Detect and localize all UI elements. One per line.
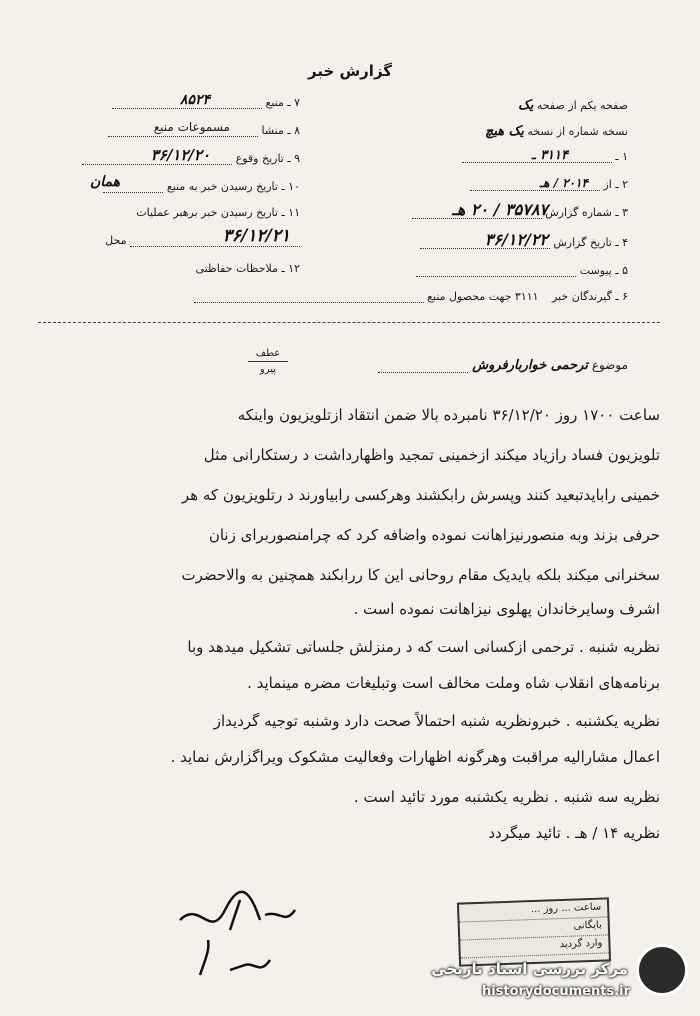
origin-field: ۸ ـ منشا مسموعات منبع (108, 124, 300, 137)
security-notes-field: ۱۲ ـ ملاحظات حفاظتی (195, 262, 300, 275)
reference-box: عطف پیرو (248, 348, 288, 375)
copy-number-field: نسخه شماره از نسخه یک هیچ (484, 124, 628, 139)
body-line: خمینی رابایدتبعید کنند وپسرش رابکشند وهرکسی رابیاورند د رتلویزیون که هر (181, 486, 660, 504)
opinion-line: نظریه یکشنبه . خبرونظریه شنبه احتمالاً صحت دارد وشنبه توجیه گردیداز (213, 712, 660, 730)
field-2-from: ۲ ـ از ۲۰۱۴ / هـ (470, 178, 628, 191)
archive-center-name: مرکز بررسی اسناد تاریخی (431, 960, 628, 978)
archive-stamp: ساعت ... روز ... بایگانی وارد گردید (457, 897, 611, 966)
opinion-line: اعمال مشارالیه مراقبت وهرگونه اظهارات وفعالیت مشکوک ویراگزارش نماید . (170, 748, 660, 766)
opinion-line: نظریه سه شنبه . نظریه یکشنبه مورد تائید است . (353, 788, 660, 806)
source-received-date-field: ۱۰ ـ تاریخ رسیدن خبر به منبع همان (89, 174, 300, 193)
field-1: ۱ ـ ۳۱۱۴ ـ (462, 150, 628, 163)
body-line: اشرف وسایرخاندان پهلوی نیزاهانت نموده است . (353, 600, 660, 618)
document-title: گزارش خبر (307, 62, 393, 80)
body-line: حرفی بزند وبه منصورنیزاهانت نموده واضافه کرد که چرامنصوربرای زنان (208, 526, 660, 544)
ops-received-date-field: ۱۱ ـ تاریخ رسیدن خبر برهبر عملیات (136, 206, 300, 219)
opinion-line: نظریه ۱۴ / هـ . تائید میگردد (488, 824, 660, 842)
archive-logo-icon (636, 944, 688, 996)
subject-line: موضوع ترحمی خواربارفروش (378, 358, 628, 373)
report-number-field: ۳ ـ شماره گزارش ۳۵۷۸۷ / ۲۰ هـ (412, 206, 628, 219)
page-count-field: صفحه یکم از صفحه یک (518, 98, 628, 113)
body-line: ساعت ۱۷۰۰ روز ۳۶/۱۲/۲۰ نامبرده بالا ضمن انتقاد ازتلویزیون واینکه (237, 406, 660, 424)
body-line: تلویزیون فساد رازیاد میکند ازخمینی تمجید واظهارداشت د رستکارانی مثل (203, 446, 660, 464)
signature-scribble (170, 880, 310, 990)
body-line: سخنرانی میکند بلکه بایدیک مقام روحانی این کا ررابکند همچنین به والاحضرت (181, 566, 660, 584)
attachment-field: ۵ ـ پیوست (416, 264, 628, 277)
source-field: ۷ ـ منبع ۸۵۲۴ (112, 96, 300, 109)
header-divider (38, 322, 660, 323)
report-date-field: ۴ ـ تاریخ گزارش ۳۶/۱۲/۲۲ (420, 236, 628, 249)
opinion-line: نظریه شنبه . ترحمی ازکسانی است که د رمنزلش جلساتی تشکیل میدهد وبا (187, 638, 660, 656)
recipients-field: ۶ ـ گیرندگان خبر ۳۱۱۱ جهت محصول منبع (194, 290, 628, 303)
location-field: محل ۳۶/۱۲/۲۱ (105, 234, 300, 247)
opinion-line: برنامه‌های انقلاب شاه وملت مخالف است وتبلیغات مضره مینماید . (247, 674, 660, 692)
archive-website: historydocuments.ir (481, 984, 630, 999)
occurrence-date-field: ۹ ـ تاریخ وقوع ۳۶/۱۲/۲۰ (82, 152, 300, 165)
